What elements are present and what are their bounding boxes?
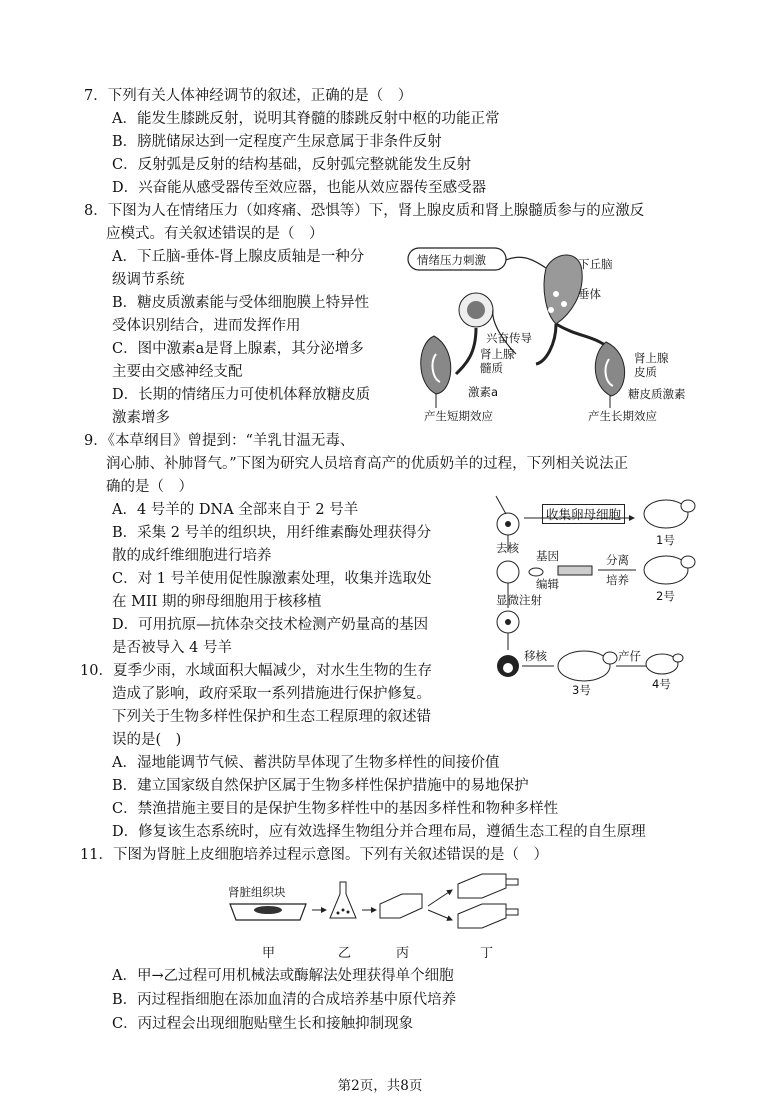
label-birth: 产仔 [618,649,641,663]
q8-option-c-line2: 主要由交感神经支配 [112,364,243,380]
label-conduction: 兴奋传导 [486,331,532,345]
q8-option-d-line1: D．长期的情绪压力可使机体释放糖皮质 [112,387,371,403]
culture-diagram-drawing [226,870,536,936]
q8-option-d-line2: 激素增多 [112,410,170,426]
cloning-process-diagram [466,490,702,697]
q7-option-d: D．兴奋能从感受器传至效应器，也能从效应器传至感受器 [112,180,487,196]
q10-stem-line4: 误的是( ) [112,732,182,748]
q10-option-b: B．建立国家级自然保护区属于生物多样性保护措施中的易地保护 [112,778,529,794]
label-bing: 丙 [396,946,410,961]
q7-option-b: B．膀胱储尿达到一定程度产生尿意属于非条件反射 [112,134,442,150]
stress-response-diagram [406,244,706,424]
label-hypothalamus: 下丘脑 [578,257,613,271]
q9-option-d-line1: D．可用抗原—抗体杂交技术检测产奶量高的基因 [112,617,429,633]
label-long-effect: 产生长期效应 [588,409,657,423]
label-enucleate: 去核 [496,541,519,555]
q10-option-a: A．湿地能调节气候、蓄洪防旱体现了生物多样性的间接价值 [112,755,500,771]
q11-stem: 11．下图为肾脏上皮细胞培养过程示意图。下列有关叙述错误的是（ ） [80,847,548,863]
q10-stem-line2: 造成了影响，政府采取一系列措施进行保护修复。 [112,686,431,702]
q10-option-d: D．修复该生态系统时，应有效选择生物组分并合理布局，遵循生态工程的自生原理 [112,824,646,840]
label-sheep-1: 1号 [656,533,675,547]
label-gene-1: 基因 [536,549,559,563]
q8-stem-line1: 8．下图为人在情绪压力（如疼痛、恐惧等）下，肾上腺皮质和肾上腺髓质参与的应激反 [84,203,645,219]
label-nuclear-transfer: 移核 [524,649,547,663]
q8-option-a-line1: A．下丘脑-垂体-肾上腺皮质轴是一种分 [112,249,365,265]
page-footer: 第2页，共8页 [337,1078,423,1094]
label-microinjection: 显微注射 [496,593,542,607]
label-stress: 情绪压力刺激 [417,253,486,267]
q11-option-c: C．丙过程会出现细胞贴壁生长和接触抑制现象 [112,1016,414,1032]
label-kidney-tissue: 肾脏组织块 [228,885,286,899]
kidney-cell-culture-diagram [226,870,536,960]
q8-stem-line2: 应模式。有关叙述错误的是（ ） [106,226,324,242]
q9-stem-line2: 润心肺、补肺肾气。”下图为研究人员培育高产的优质奶羊的过程，下列相关说法正 [106,456,629,472]
label-pituitary: 垂体 [578,287,601,301]
q9-option-d-line2: 是否被导入 4 号羊 [112,640,232,656]
q11-option-b: B．丙过程指细胞在添加血清的合成培养基中原代培养 [112,992,457,1008]
label-sheep-2: 2号 [656,589,675,603]
label-gene-2: 编辑 [536,577,559,591]
q7-option-a: A．能发生膝跳反射，说明其脊髓的膝跳反射中枢的功能正常 [112,111,500,127]
label-glucocorticoid: 糖皮质激素 [628,387,686,401]
q8-option-b-line2: 受体识别结合，进而发挥作用 [112,318,301,334]
q9-stem-line1: 9．《本草纲目》曾提到：“羊乳甘温无毒、 [84,433,355,449]
q10-stem-line3: 下列关于生物多样性保护和生态工程原理的叙述错 [112,709,431,725]
label-separate-2: 培养 [606,573,629,587]
q7-stem: 7．下列有关人体神经调节的叙述，正确的是（ ） [84,88,413,104]
label-medulla-2: 髓质 [480,361,503,375]
q10-option-c: C．禁渔措施主要目的是保护生物多样性中的基因多样性和物种多样性 [112,801,559,817]
q9-option-b-line2: 散的成纤维细胞进行培养 [112,548,272,564]
label-jia: 甲 [262,946,276,961]
label-short-effect: 产生短期效应 [424,409,493,423]
label-cortex-1: 肾上腺 [634,351,669,365]
label-hormone-a: 激素a [468,385,499,399]
label-collect-oocytes: 收集卵母细胞 [542,504,625,524]
q9-option-a: A．4 号羊的 DNA 全部来自于 2 号羊 [112,502,359,518]
q9-option-c-line1: C．对 1 号羊使用促性腺激素处理，收集并选取处 [112,571,432,587]
label-yi: 乙 [338,946,352,961]
q9-option-c-line2: 在 MII 期的卵母细胞用于核移植 [112,594,322,610]
q8-option-a-line2: 级调节系统 [112,272,185,288]
q9-stem-line3: 确的是（ ） [106,479,193,495]
q7-option-c: C．反射弧是反射的结构基础，反射弧完整就能发生反射 [112,157,472,173]
label-ding: 丁 [480,946,494,961]
q10-stem-line1: 10．夏季少雨，水域面积大幅减少，对水生生物的生存 [80,663,432,679]
label-medulla-1: 肾上腺 [480,347,515,361]
label-sheep-4: 4号 [652,677,671,691]
q9-option-b-line1: B．采集 2 号羊的组织块，用纤维素酶处理获得分 [112,525,432,541]
label-separate-1: 分离 [606,553,629,567]
q8-option-b-line1: B．糖皮质激素能与受体细胞膜上特异性 [112,295,370,311]
q8-option-c-line1: C．图中激素a是肾上腺素，其分泌增多 [112,341,364,357]
label-cortex-2: 皮质 [634,365,657,379]
q11-option-a: A．甲→乙过程可用机械法或酶解法处理获得单个细胞 [112,968,454,984]
sheep-1-drawing [644,500,695,528]
label-sheep-3: 3号 [572,683,591,697]
